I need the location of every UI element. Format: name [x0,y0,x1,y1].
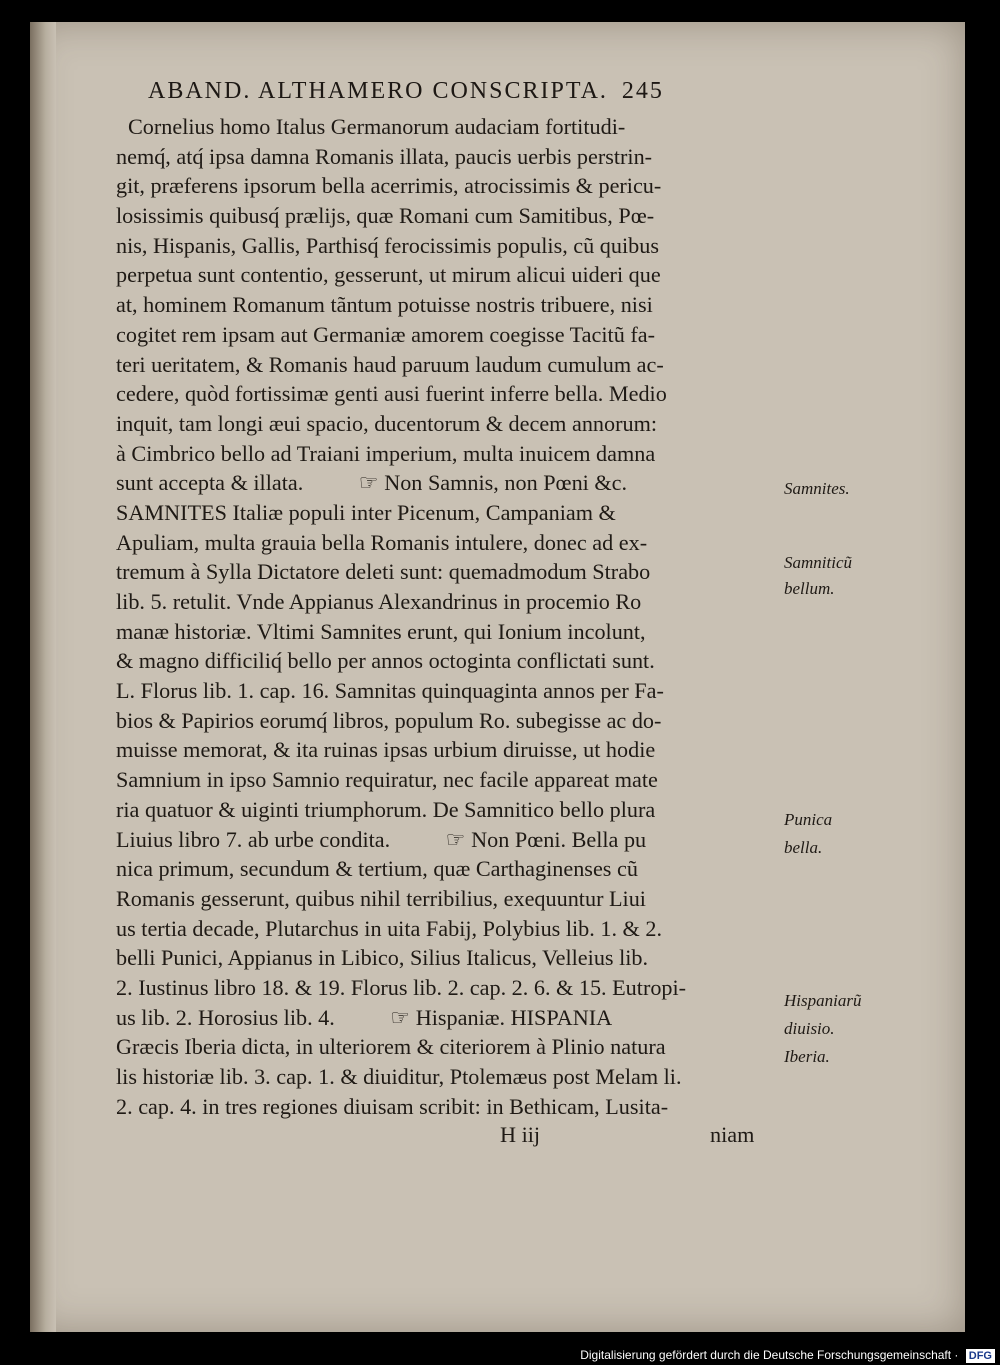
text-line: 2. cap. 4. in tres regiones diuisam scribit: in Bethicam, Lusita- [116,1093,669,1119]
marginal-note: Iberia. [784,1047,830,1066]
book-page [30,22,965,1332]
marginal-note: Samniticũ [784,553,852,572]
text-line: Romanis gesserunt, quibus nihil terribilius, exequuntur Liui [116,885,646,911]
page-number: 245 [621,78,664,104]
text-line: Liuius libro 7. ab urbe condita. ☞ Non Pœni. Bella pu [116,826,647,852]
text-line: 2. Iustinus libro 18. & 19. Florus lib. 2. cap. 2. 6. & 15. Eutropi- [116,974,687,1000]
marginal-note: bellum. [784,579,835,598]
text-line: Græcis Iberia dicta, in ulteriorem & citeriorem à Plinio natura [116,1034,666,1060]
running-head-title: ABAND. ALTHAMERO CONSCRIPTA. [148,78,608,104]
digitization-credit [0,1345,995,1365]
signature-mark: H iij [500,1122,541,1147]
marginal-note: diuisio. [784,1019,835,1038]
text-line: nemq́, atq́ ipsa damna Romanis illata, paucis uerbis perstrin- [116,143,653,169]
text-line: cedere, quòd fortissimæ genti ausi fuerint inferre bella. Medio [116,381,667,407]
text-line: tremum à Sylla Dictatore deleti sunt: quemadmodum Strabo [116,559,651,585]
text-line: & magno difficiliq́ bello per annos octoginta conflictati sunt. [116,648,655,674]
text-line: Apuliam, multa grauia bella Romanis intulere, donec ad ex- [116,529,648,555]
text-line: losissimis quibusq́ prælijs, quæ Romani cum Samitibus, Pœ- [116,203,655,229]
text-line: cogitet rem ipsam aut Germaniæ amorem coegisse Tacitũ fa- [116,321,655,347]
text-line: perpetua sunt contentio, gesserunt, ut mirum alicui uideri que [116,262,661,288]
text-line: inquit, tam longi æui spacio, ducentorum & decem annorum: [116,410,658,436]
marginal-note: Punica [784,810,833,829]
text-line: git, præferens ipsorum bella acerrimis, atrocissimis & pericu- [116,173,662,199]
text-line: Cornelius homo Italus Germanorum audaciam fortitudi- [128,114,626,139]
text-line: SAMNITES Italiæ populi inter Picenum, Campaniam & [116,499,616,525]
text-line: muisse memorat, & ita ruinas ipsas urbium diruisse, ut hodie [116,737,656,763]
marginal-note: Samnites. [784,479,850,498]
dfg-logo: DFG [966,1349,995,1363]
text-line: belli Punici, Appianus in Libico, Silius Italicus, Velleius lib. [116,945,649,971]
marginal-note: bella. [784,838,823,857]
text-line: nica primum, secundum & tertium, quæ Carthaginenses cũ [116,856,638,882]
running-header [148,78,818,105]
text-line: us tertia decade, Plutarchus in uita Fabij, Polybius lib. 1. & 2. [116,915,662,941]
text-line: bios & Papirios eorumq́ libros, populum Ro. subegisse ac do- [116,707,662,733]
text-line: à Cimbrico bello ad Traiani imperium, multa inuicem damna [116,440,656,466]
credit-text: Digitalisierung gefördert durch die Deutsche Forschungsgemeinschaft · [580,1348,959,1362]
text-line: at, hominem Romanum tãntum potuisse nostris tribuere, nisi [116,292,653,318]
text-line: sunt accepta & illata. ☞ Non Samnis, non Pœni &c. [116,470,628,496]
text-line: lis historiæ lib. 3. cap. 1. & diuiditur, Ptolemæus post Melam li. [116,1064,682,1089]
text-line: Samnium in ipso Samnio requiratur, nec facile appareat mate [116,767,658,793]
catchword: niam [710,1122,755,1147]
text-line: L. Florus lib. 1. cap. 16. Samnitas quinquaginta annos per Fa- [116,678,664,704]
text-line: manæ historiæ. Vltimi Samnites erunt, qui Ionium incolunt, [116,618,646,644]
text-line: ria quatuor & uiginti triumphorum. De Samnitico bello plura [116,796,656,822]
text-line: lib. 5. retulit. Vnde Appianus Alexandrinus in procemio Ro [116,589,642,614]
main-text-block [116,112,776,1121]
text-line: us lib. 2. Horosius lib. 4. ☞ Hispaniæ. HISPANIA [116,1004,613,1030]
text-line: nis, Hispanis, Gallis, Parthisq́ ferocissimis populis, cũ quibus [116,232,659,258]
marginal-note: Hispaniarũ [784,991,862,1010]
text-line: teri ueritatem, & Romanis haud paruum laudum cumulum ac- [116,351,664,377]
page-spine-shadow [30,22,56,1332]
